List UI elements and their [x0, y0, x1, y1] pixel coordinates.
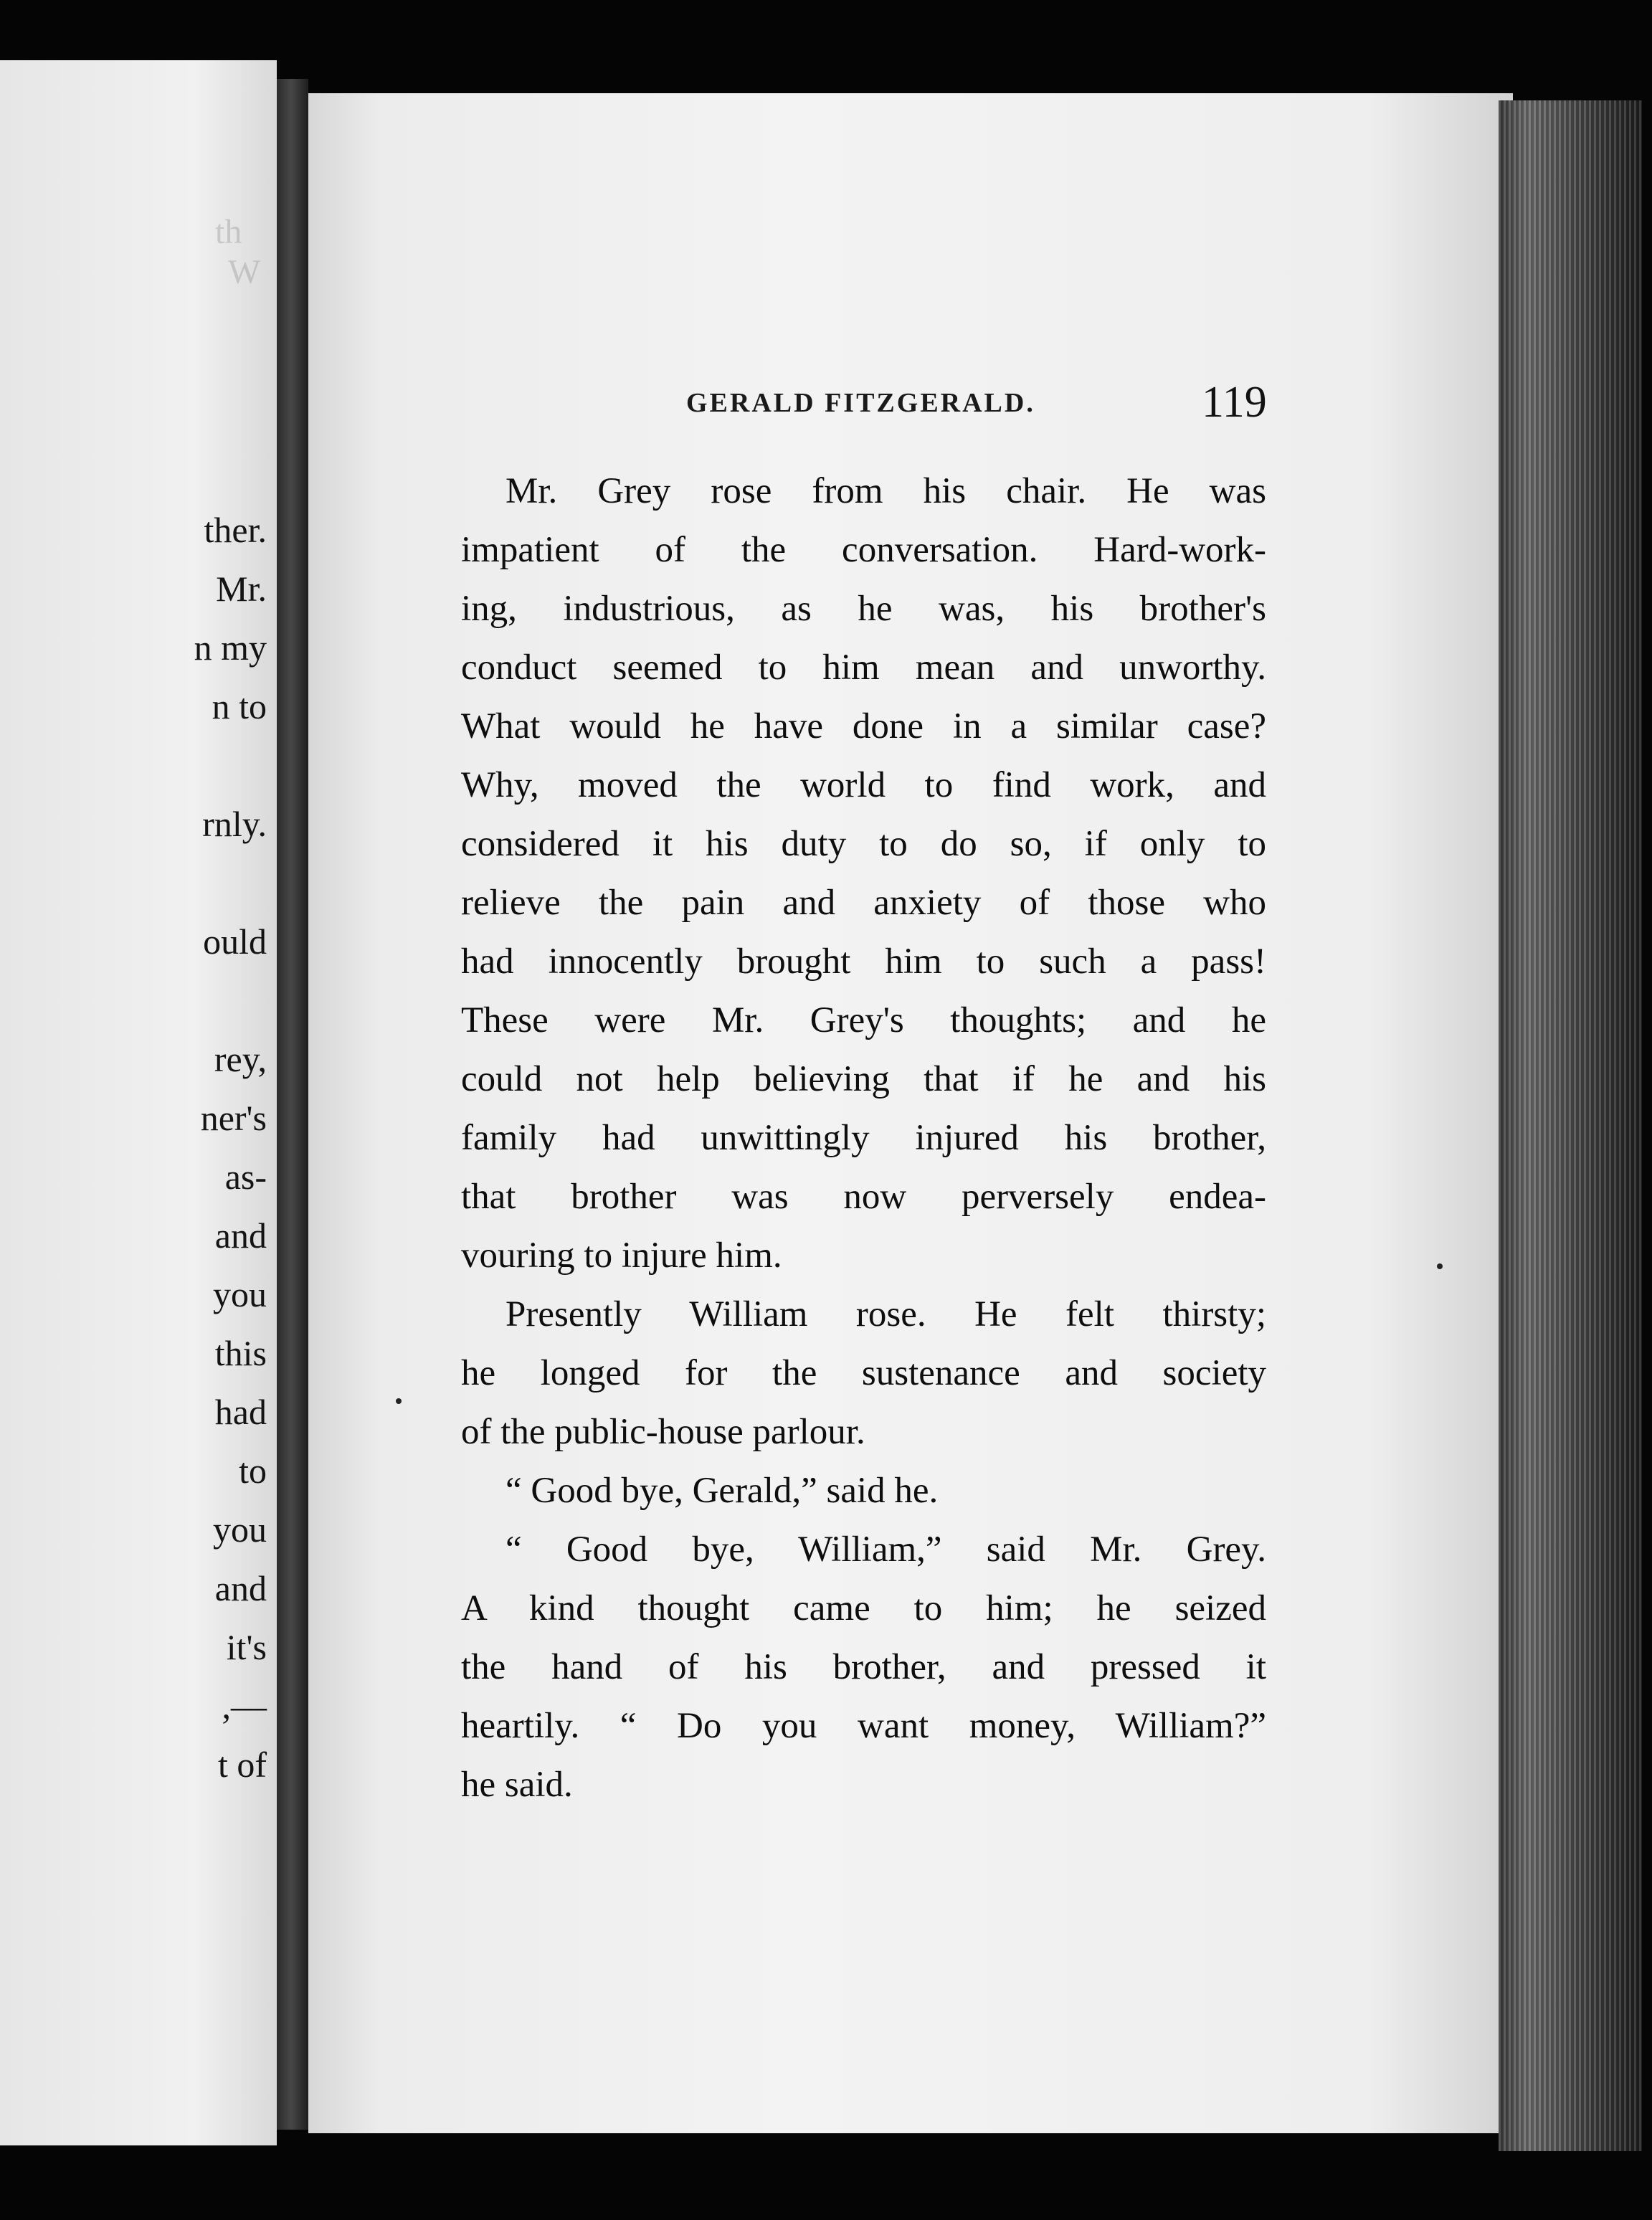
body-line: Presently William rose. He felt thirsty; — [505, 1294, 1266, 1334]
left-page-line: and — [214, 1568, 267, 1608]
body-line: What would he have done in a similar case? — [461, 706, 1266, 746]
left-page-line: Mr. — [216, 569, 267, 609]
left-page-line: ,— — [222, 1686, 267, 1726]
body-line: the hand of his brother, and pressed it — [461, 1647, 1266, 1687]
body-line: A kind thought came to him; he seized — [461, 1588, 1266, 1628]
book-gutter — [277, 79, 308, 2130]
body-line: of the public-house parlour. — [461, 1412, 865, 1452]
page-number: 119 — [1202, 378, 1267, 427]
left-facing-page — [0, 60, 277, 2145]
bleed-through-text: W — [228, 253, 261, 291]
running-head: GERALD FITZGERALD. — [686, 388, 1035, 418]
body-line: conduct seemed to him mean and unworthy. — [461, 648, 1266, 688]
body-line: relieve the pain and anxiety of those who — [461, 883, 1266, 923]
left-page-line: to — [239, 1451, 267, 1491]
body-line: considered it his duty to do so, if only to — [461, 824, 1266, 864]
left-page-line: rey, — [214, 1039, 267, 1079]
body-line: impatient of the conversation. Hard-work- — [461, 530, 1266, 570]
bleed-through-text: th — [215, 213, 242, 251]
left-page-line: n my — [194, 627, 267, 668]
left-page-line: rnly. — [202, 804, 267, 844]
body-line: he longed for the sustenance and society — [461, 1353, 1266, 1393]
left-page-line: as- — [224, 1157, 267, 1197]
left-page-line: t of — [217, 1745, 267, 1785]
body-line: he said. — [461, 1765, 573, 1805]
body-line: family had unwittingly injured his brother, — [461, 1118, 1266, 1158]
left-page-line: it's — [226, 1627, 267, 1667]
body-line: “ Good bye, William,” said Mr. Grey. — [505, 1529, 1266, 1570]
page-edges — [1499, 100, 1642, 2151]
body-line: These were Mr. Grey's thoughts; and he — [461, 1000, 1266, 1040]
body-line: had innocently brought him to such a pass! — [461, 941, 1266, 982]
left-page-line: ould — [203, 921, 267, 962]
body-line: heartily. “ Do you want money, William?” — [461, 1706, 1266, 1746]
left-page-line: had — [214, 1392, 267, 1432]
body-line: Why, moved the world to find work, and — [461, 765, 1266, 805]
body-line: “ Good bye, Gerald,” said he. — [505, 1471, 939, 1511]
left-page-line: and — [214, 1215, 267, 1256]
scan-speck — [1437, 1263, 1443, 1269]
body-line: could not help believing that if he and his — [461, 1059, 1266, 1099]
body-line: ing, industrious, as he was, his brother's — [461, 589, 1266, 629]
left-page-line: n to — [212, 686, 267, 726]
left-page-line: this — [214, 1333, 267, 1373]
body-line: that brother was now perversely endea- — [461, 1177, 1266, 1217]
body-line: vouring to injure him. — [461, 1235, 782, 1276]
left-page-line: ner's — [200, 1098, 267, 1138]
left-page-line: you — [213, 1274, 267, 1314]
scan-speck — [396, 1398, 402, 1404]
left-page-line: you — [213, 1509, 267, 1550]
body-line: Mr. Grey rose from his chair. He was — [505, 471, 1266, 511]
left-page-line: ther. — [204, 510, 267, 550]
